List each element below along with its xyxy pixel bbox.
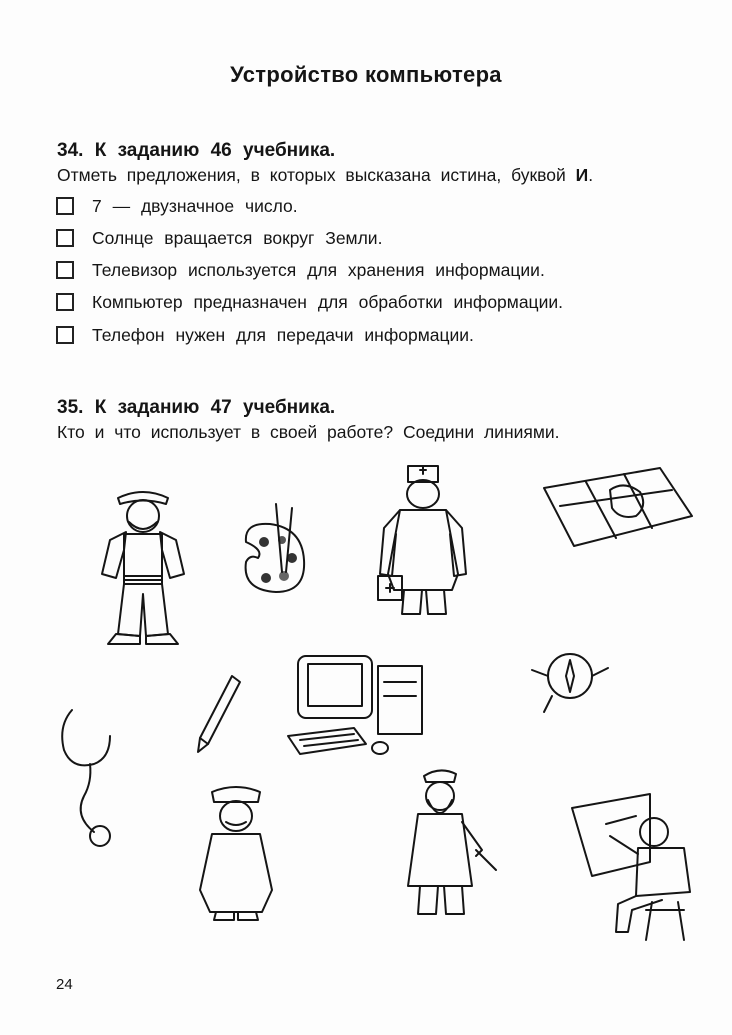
stethoscope-icon[interactable] [54, 706, 154, 854]
statement-checkbox[interactable] [56, 197, 74, 215]
palette-icon[interactable] [236, 502, 310, 598]
page-title: Устройство компьютера [230, 62, 502, 87]
statement-text: Солнце вращается вокруг Земли. [92, 227, 383, 248]
captain-icon[interactable] [186, 782, 286, 922]
engineer-icon[interactable] [566, 792, 696, 942]
instruction-prefix: Отметь предложения, в которых высказана истина, буквой [57, 165, 576, 185]
doctor-icon[interactable] [372, 464, 477, 624]
statement-text: Телевизор используется для хранения информации. [92, 259, 545, 280]
sailor-icon[interactable] [96, 484, 191, 654]
task-35-instruction: Кто и что использует в своей работе? Соедини линиями. [57, 422, 560, 442]
statement-text: Телефон нужен для передачи информации. [92, 324, 474, 345]
statement-checkbox[interactable] [56, 293, 74, 311]
statement-checkbox[interactable] [56, 229, 74, 247]
artist-icon[interactable] [396, 766, 502, 920]
computer-icon[interactable] [284, 652, 434, 760]
statement-row [56, 322, 474, 348]
statement-checkbox[interactable] [56, 326, 74, 344]
task-35-heading: 35. К заданию 47 учебника. [57, 397, 336, 418]
compass-icon[interactable] [528, 640, 612, 714]
statement-row [56, 193, 298, 219]
statement-row [56, 225, 382, 251]
task-34-instruction [57, 165, 593, 186]
instruction-suffix: . [588, 165, 594, 185]
pencil-icon[interactable] [196, 672, 242, 754]
instruction-letter: И [575, 165, 589, 185]
statement-text: Компьютер предназначен для обработки информации. [92, 291, 563, 312]
page-number: 24 [56, 976, 73, 993]
statement-text: 7 — двузначное число. [92, 195, 298, 216]
statement-row [56, 257, 545, 283]
statement-checkbox[interactable] [56, 261, 74, 279]
map-icon[interactable] [540, 466, 694, 550]
statement-row [56, 289, 563, 315]
task-34-heading: 34. К заданию 46 учебника. [57, 140, 336, 161]
